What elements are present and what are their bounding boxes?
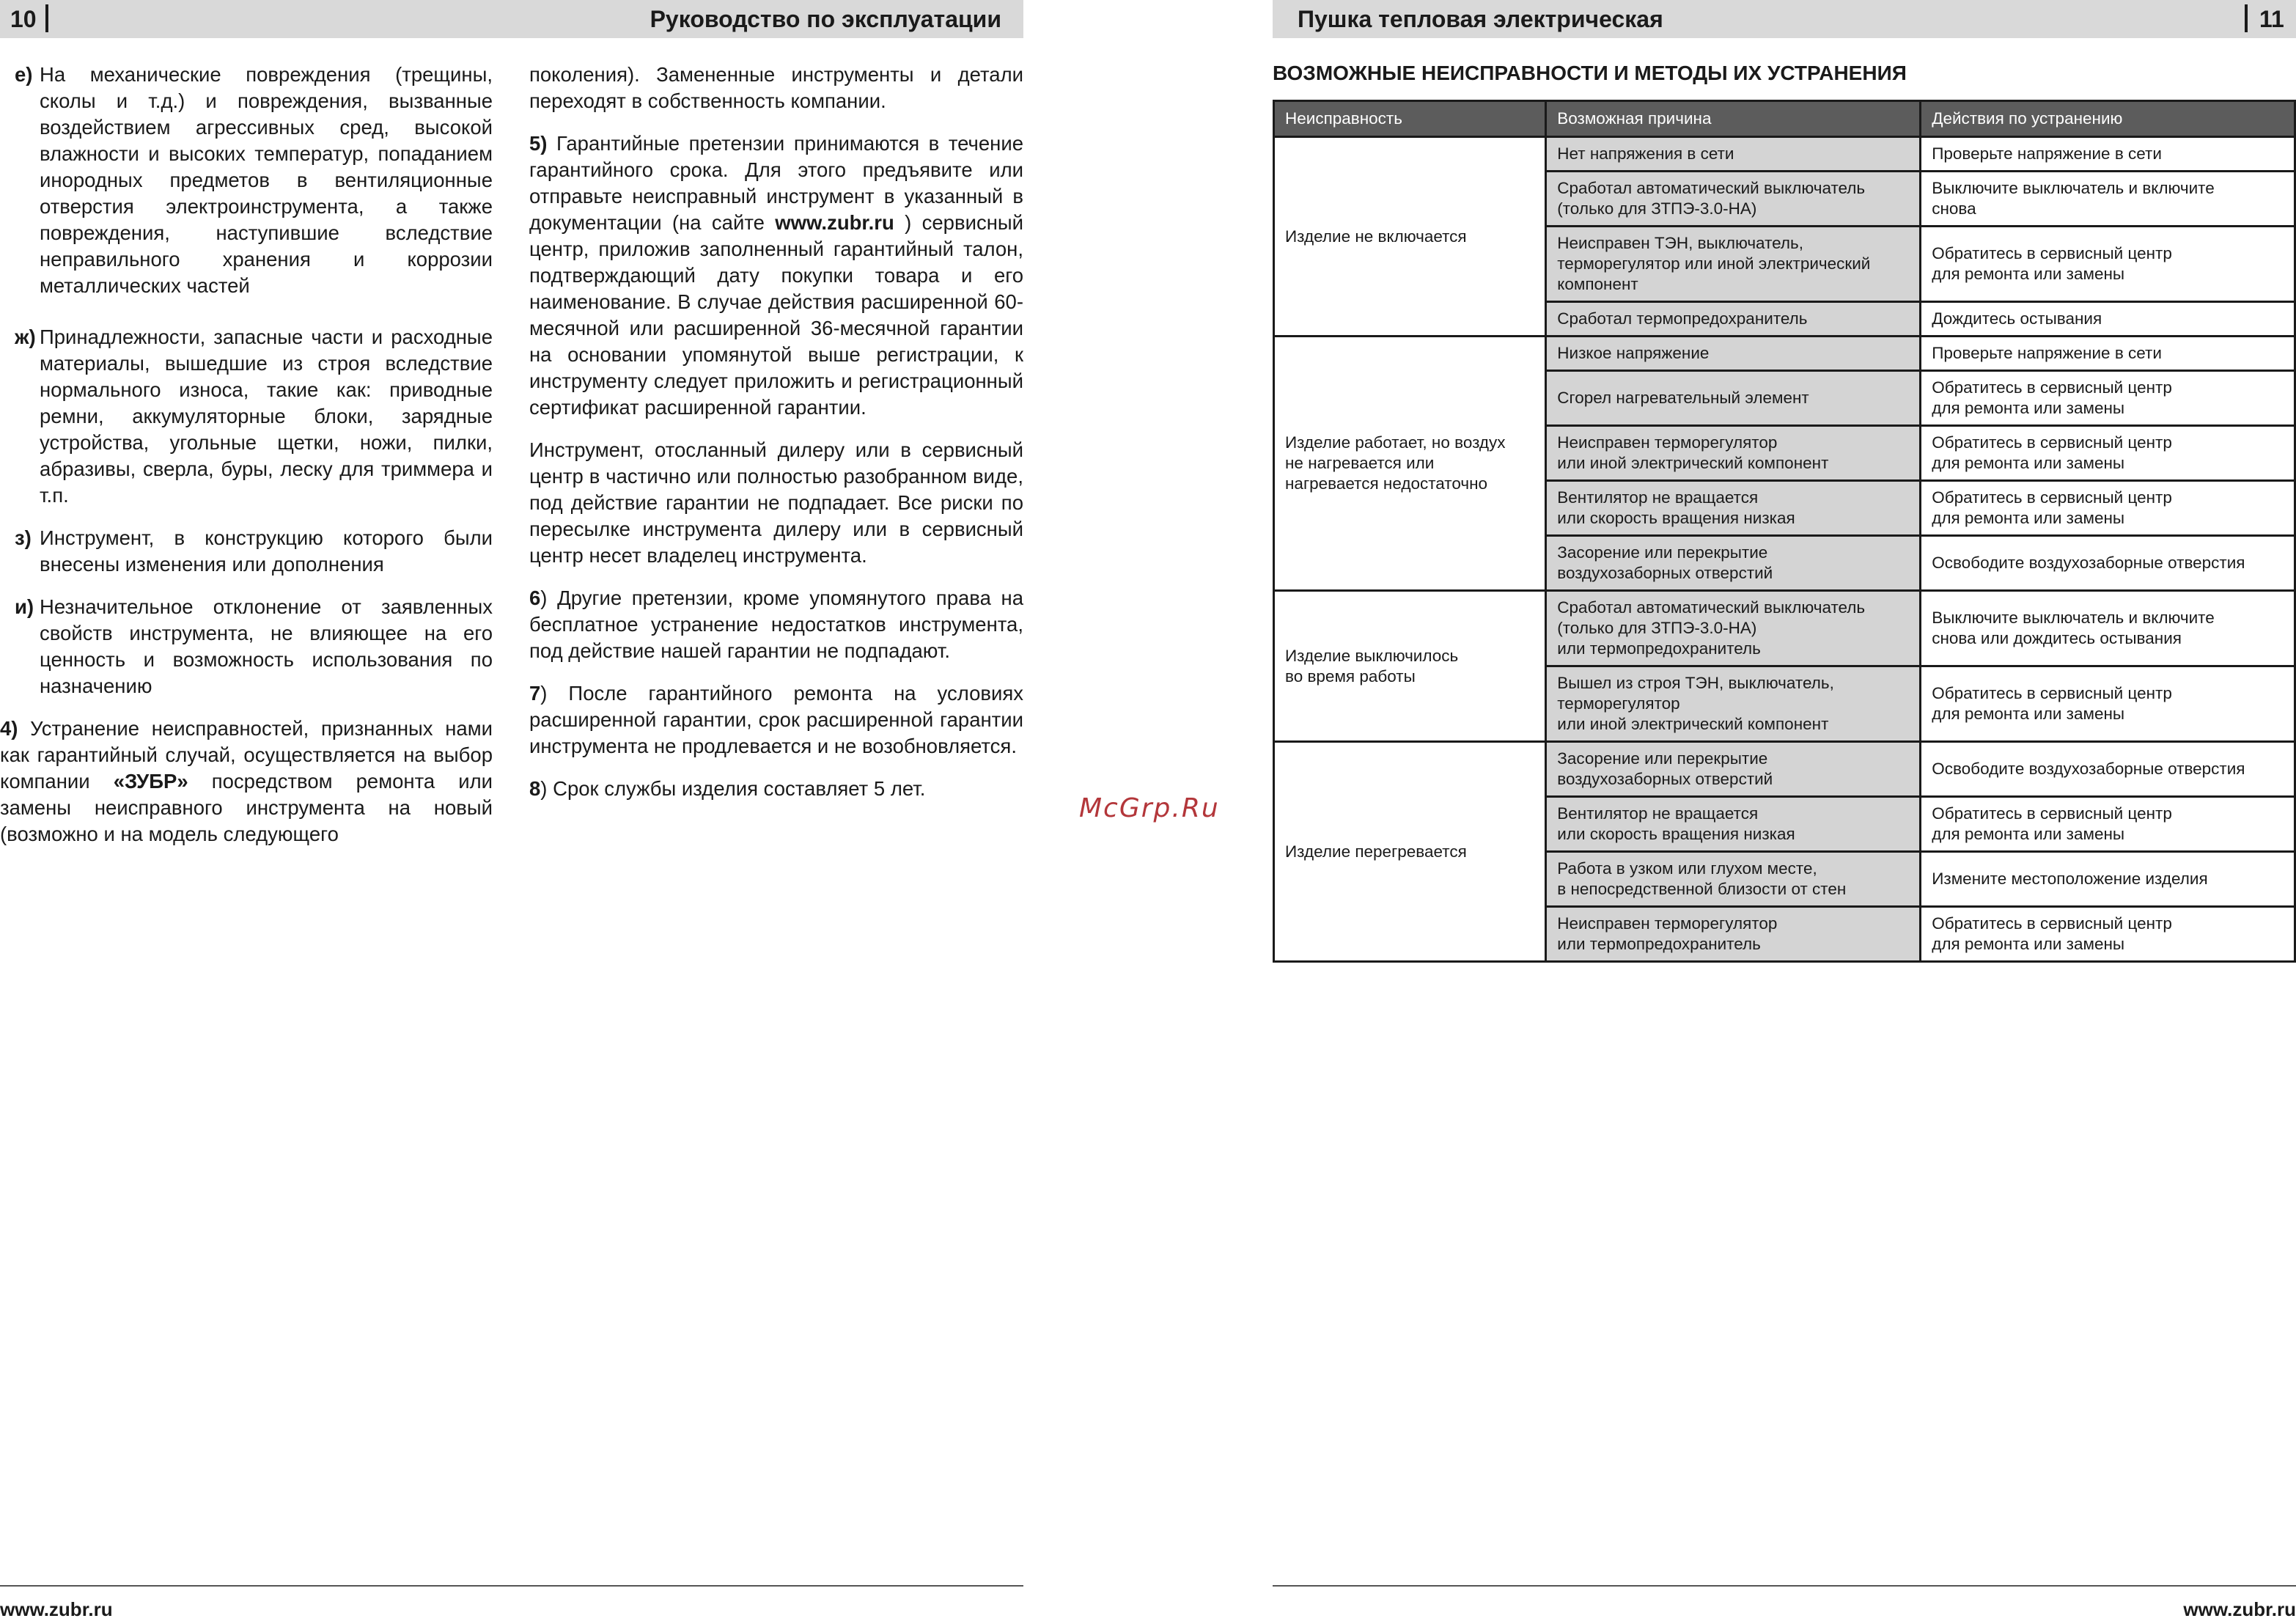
action-cell: Выключите выключатель и включите снова или дождитесь остывания bbox=[1921, 591, 2295, 666]
action-cell: Обратитесь в сервисный центр для ремонта или замены bbox=[1921, 426, 2295, 481]
action-cell: Обратитесь в сервисный центр для ремонта или замены bbox=[1921, 481, 2295, 536]
footer-divider bbox=[1273, 1585, 2296, 1587]
header-divider bbox=[45, 4, 48, 32]
right-header-title: Пушка тепловая электрическая bbox=[1298, 6, 1663, 32]
paragraph-number: 5) bbox=[529, 132, 548, 155]
action-cell: Обратитесь в сервисный центр для ремонта или замены bbox=[1921, 666, 2295, 742]
paragraph-7 bbox=[529, 680, 1023, 760]
left-column bbox=[0, 62, 493, 864]
cause-cell: Неисправен терморегулятор или иной электрический компонент bbox=[1546, 426, 1921, 481]
action-cell: Измените местоположение изделия bbox=[1921, 852, 2295, 907]
action-cell: Освободите воздухозаборные отверстия bbox=[1921, 536, 2295, 591]
action-cell: Проверьте напряжение в сети bbox=[1921, 337, 2295, 371]
list-item bbox=[15, 525, 493, 578]
left-page bbox=[0, 0, 1023, 1620]
site-link[interactable]: www.zubr.ru bbox=[775, 211, 894, 234]
list-item bbox=[15, 62, 493, 299]
fault-cell: Изделие перегревается bbox=[1274, 742, 1546, 962]
paragraph-number: 4) bbox=[0, 717, 18, 740]
cause-cell: Сгорел нагревательный элемент bbox=[1546, 371, 1921, 426]
header-divider bbox=[2245, 4, 2248, 32]
paragraph-text: ) После гарантийного ремонта на условиях расширенной гарантии, срок расширенной гарантии инструмента не продлевается и не возобновляется. bbox=[529, 682, 1023, 757]
cause-cell: Вентилятор не вращается или скорость вращения низкая bbox=[1546, 481, 1921, 536]
column-header: Действия по устранению bbox=[1921, 101, 2295, 137]
table-row bbox=[1274, 742, 2295, 797]
list-item bbox=[15, 594, 493, 699]
cause-cell: Засорение или перекрытие воздухозаборных отверстий bbox=[1546, 742, 1921, 797]
paragraph-5b: Инструмент, отосланный дилеру или в сервисный центр в частично или полностью разобранном виде, под действие гарантии не подпадает. Все риски по пересылке инструмента дилеру или в сервисный центр несет владелец инструмента. bbox=[529, 438, 1023, 567]
item-label: ж) bbox=[15, 326, 36, 348]
paragraph-6 bbox=[529, 585, 1023, 664]
troubleshooting-table bbox=[1273, 100, 2296, 963]
fault-cell: Изделие работает, но воздух не нагревается или нагревается недостаточно bbox=[1274, 337, 1546, 591]
table-body bbox=[1274, 137, 2295, 962]
paragraph-5 bbox=[529, 131, 1023, 421]
action-cell: Обратитесь в сервисный центр для ремонта или замены bbox=[1921, 907, 2295, 962]
action-cell: Обратитесь в сервисный центр для ремонта или замены bbox=[1921, 227, 2295, 302]
action-cell: Освободите воздухозаборные отверстия bbox=[1921, 742, 2295, 797]
item-text: На механические повреждения (трещины, сколы и т.д.) и повреждения, вызванные воздействием агрессивных сред, высокой влажности и высоких температур, попаданием инородных предметов в вентиляционные отверстия электроинструмента, а также повреждения, наступившие вследствие неправильного хранения и коррозии металлических частей bbox=[40, 63, 493, 297]
section-title: ВОЗМОЖНЫЕ НЕИСПРАВНОСТИ И МЕТОДЫ ИХ УСТРАНЕНИЯ bbox=[1273, 62, 1907, 84]
paragraph-text: ) Срок службы изделия составляет 5 лет. bbox=[540, 777, 926, 800]
item-label: з) bbox=[15, 526, 32, 549]
action-cell: Обратитесь в сервисный центр для ремонта или замены bbox=[1921, 797, 2295, 852]
fault-cell: Изделие выключилось во время работы bbox=[1274, 591, 1546, 742]
left-header-title: Руководство по эксплуатации bbox=[650, 6, 1001, 32]
action-cell: Проверьте напряжение в сети bbox=[1921, 137, 2295, 172]
table-row bbox=[1274, 591, 2295, 666]
cause-cell: Сработал автоматический выключатель (только для ЗТПЭ-3.0-НА) bbox=[1546, 172, 1921, 227]
paragraph-number: 8 bbox=[529, 777, 541, 800]
footer-divider bbox=[0, 1585, 1023, 1587]
right-page bbox=[1273, 0, 2296, 1620]
paragraph-4 bbox=[0, 716, 493, 848]
right-header bbox=[1273, 0, 2296, 38]
cause-cell: Сработал термопредохранитель bbox=[1546, 302, 1921, 337]
cause-cell: Неисправен ТЭН, выключатель, терморегулятор или иной электрический компонент bbox=[1546, 227, 1921, 302]
table-row bbox=[1274, 337, 2295, 371]
paragraph-continued: поколения). Замененные инструменты и детали переходят в собственность компании. bbox=[529, 63, 1023, 112]
column-header: Возможная причина bbox=[1546, 101, 1921, 137]
item-text: Принадлежности, запасные части и расходные материалы, вышедшие из строя вследствие нормального износа, такие как: приводные ремни, аккумуляторные блоки, зарядные устройства, угольные щетки, ножи, пилки, абразивы, сверла, буры, леску для триммера и т.п. bbox=[40, 326, 493, 507]
item-text: Незначительное отклонение от заявленных свойств инструмента, не влияющее на его ценность и возможность использования по назначению bbox=[40, 595, 493, 697]
list-item bbox=[15, 324, 493, 509]
paragraph-number: 7 bbox=[529, 682, 541, 705]
cause-cell: Вышел из строя ТЭН, выключатель, терморегулятор или иной электрический компонент bbox=[1546, 666, 1921, 742]
watermark: McGrp.Ru bbox=[1079, 793, 1220, 823]
paragraph-text: ) сервисный центр, приложив заполненный гарантийный талон, подтверждающий дату покупки товара и его наименование. В случае действия расширенной 60-месячной или расширенной 36-месячной гарантии на основании упомянутой выше регистрации, к инструменту следует приложить и регистрационный сертификат расширенной гарантии. bbox=[529, 211, 1024, 419]
paragraph-text: посредством ремонта или замены неисправного инструмента на новый (возможно и на модель следующего bbox=[0, 770, 493, 845]
item-text: Инструмент, в конструкцию которого были внесены изменения или дополнения bbox=[40, 526, 493, 576]
item-label: и) bbox=[15, 595, 34, 618]
action-cell: Обратитесь в сервисный центр для ремонта или замены bbox=[1921, 371, 2295, 426]
action-cell: Дождитесь остывания bbox=[1921, 302, 2295, 337]
paragraph-text: Гарантийные претензии принимаются в течение гарантийного срока. Для этого предъявите или отправьте неисправный инструмент в указанный в документации (на сайте bbox=[529, 132, 1023, 234]
item-label: е) bbox=[15, 63, 33, 86]
column-header: Неисправность bbox=[1274, 101, 1546, 137]
paragraph-number: 6 bbox=[529, 587, 541, 609]
cause-cell: Неисправен терморегулятор или термопредохранитель bbox=[1546, 907, 1921, 962]
left-header bbox=[0, 0, 1023, 38]
page-number-left: 10 bbox=[10, 6, 37, 32]
cause-cell: Сработал автоматический выключатель (только для ЗТПЭ-3.0-НА) или термопредохранитель bbox=[1546, 591, 1921, 666]
paragraph-8 bbox=[529, 776, 1023, 802]
action-cell: Выключите выключатель и включите снова bbox=[1921, 172, 2295, 227]
cause-cell: Вентилятор не вращается или скорость вращения низкая bbox=[1546, 797, 1921, 852]
paragraph-text: Устранение неисправностей, признанных нами как гарантийный случай, осуществляется на выбор компании bbox=[0, 717, 493, 793]
footer-url-left[interactable]: www.zubr.ru bbox=[0, 1598, 113, 1620]
table-header-row bbox=[1274, 101, 2295, 137]
paragraph-text: ) Другие претензии, кроме упомянутого права на бесплатное устранение недостатков инструмента, под действие нашей гарантии не подпадают. bbox=[529, 587, 1023, 662]
brand-name: «ЗУБР» bbox=[113, 770, 188, 793]
cause-cell: Нет напряжения в сети bbox=[1546, 137, 1921, 172]
cause-cell: Работа в узком или глухом месте, в непосредственной близости от стен bbox=[1546, 852, 1921, 907]
right-column bbox=[529, 62, 1023, 818]
page-number-right: 11 bbox=[2259, 6, 2284, 32]
fault-cell: Изделие не включается bbox=[1274, 137, 1546, 337]
table-row bbox=[1274, 137, 2295, 172]
cause-cell: Низкое напряжение bbox=[1546, 337, 1921, 371]
footer-url-right[interactable]: www.zubr.ru bbox=[2183, 1598, 2296, 1620]
cause-cell: Засорение или перекрытие воздухозаборных отверстий bbox=[1546, 536, 1921, 591]
